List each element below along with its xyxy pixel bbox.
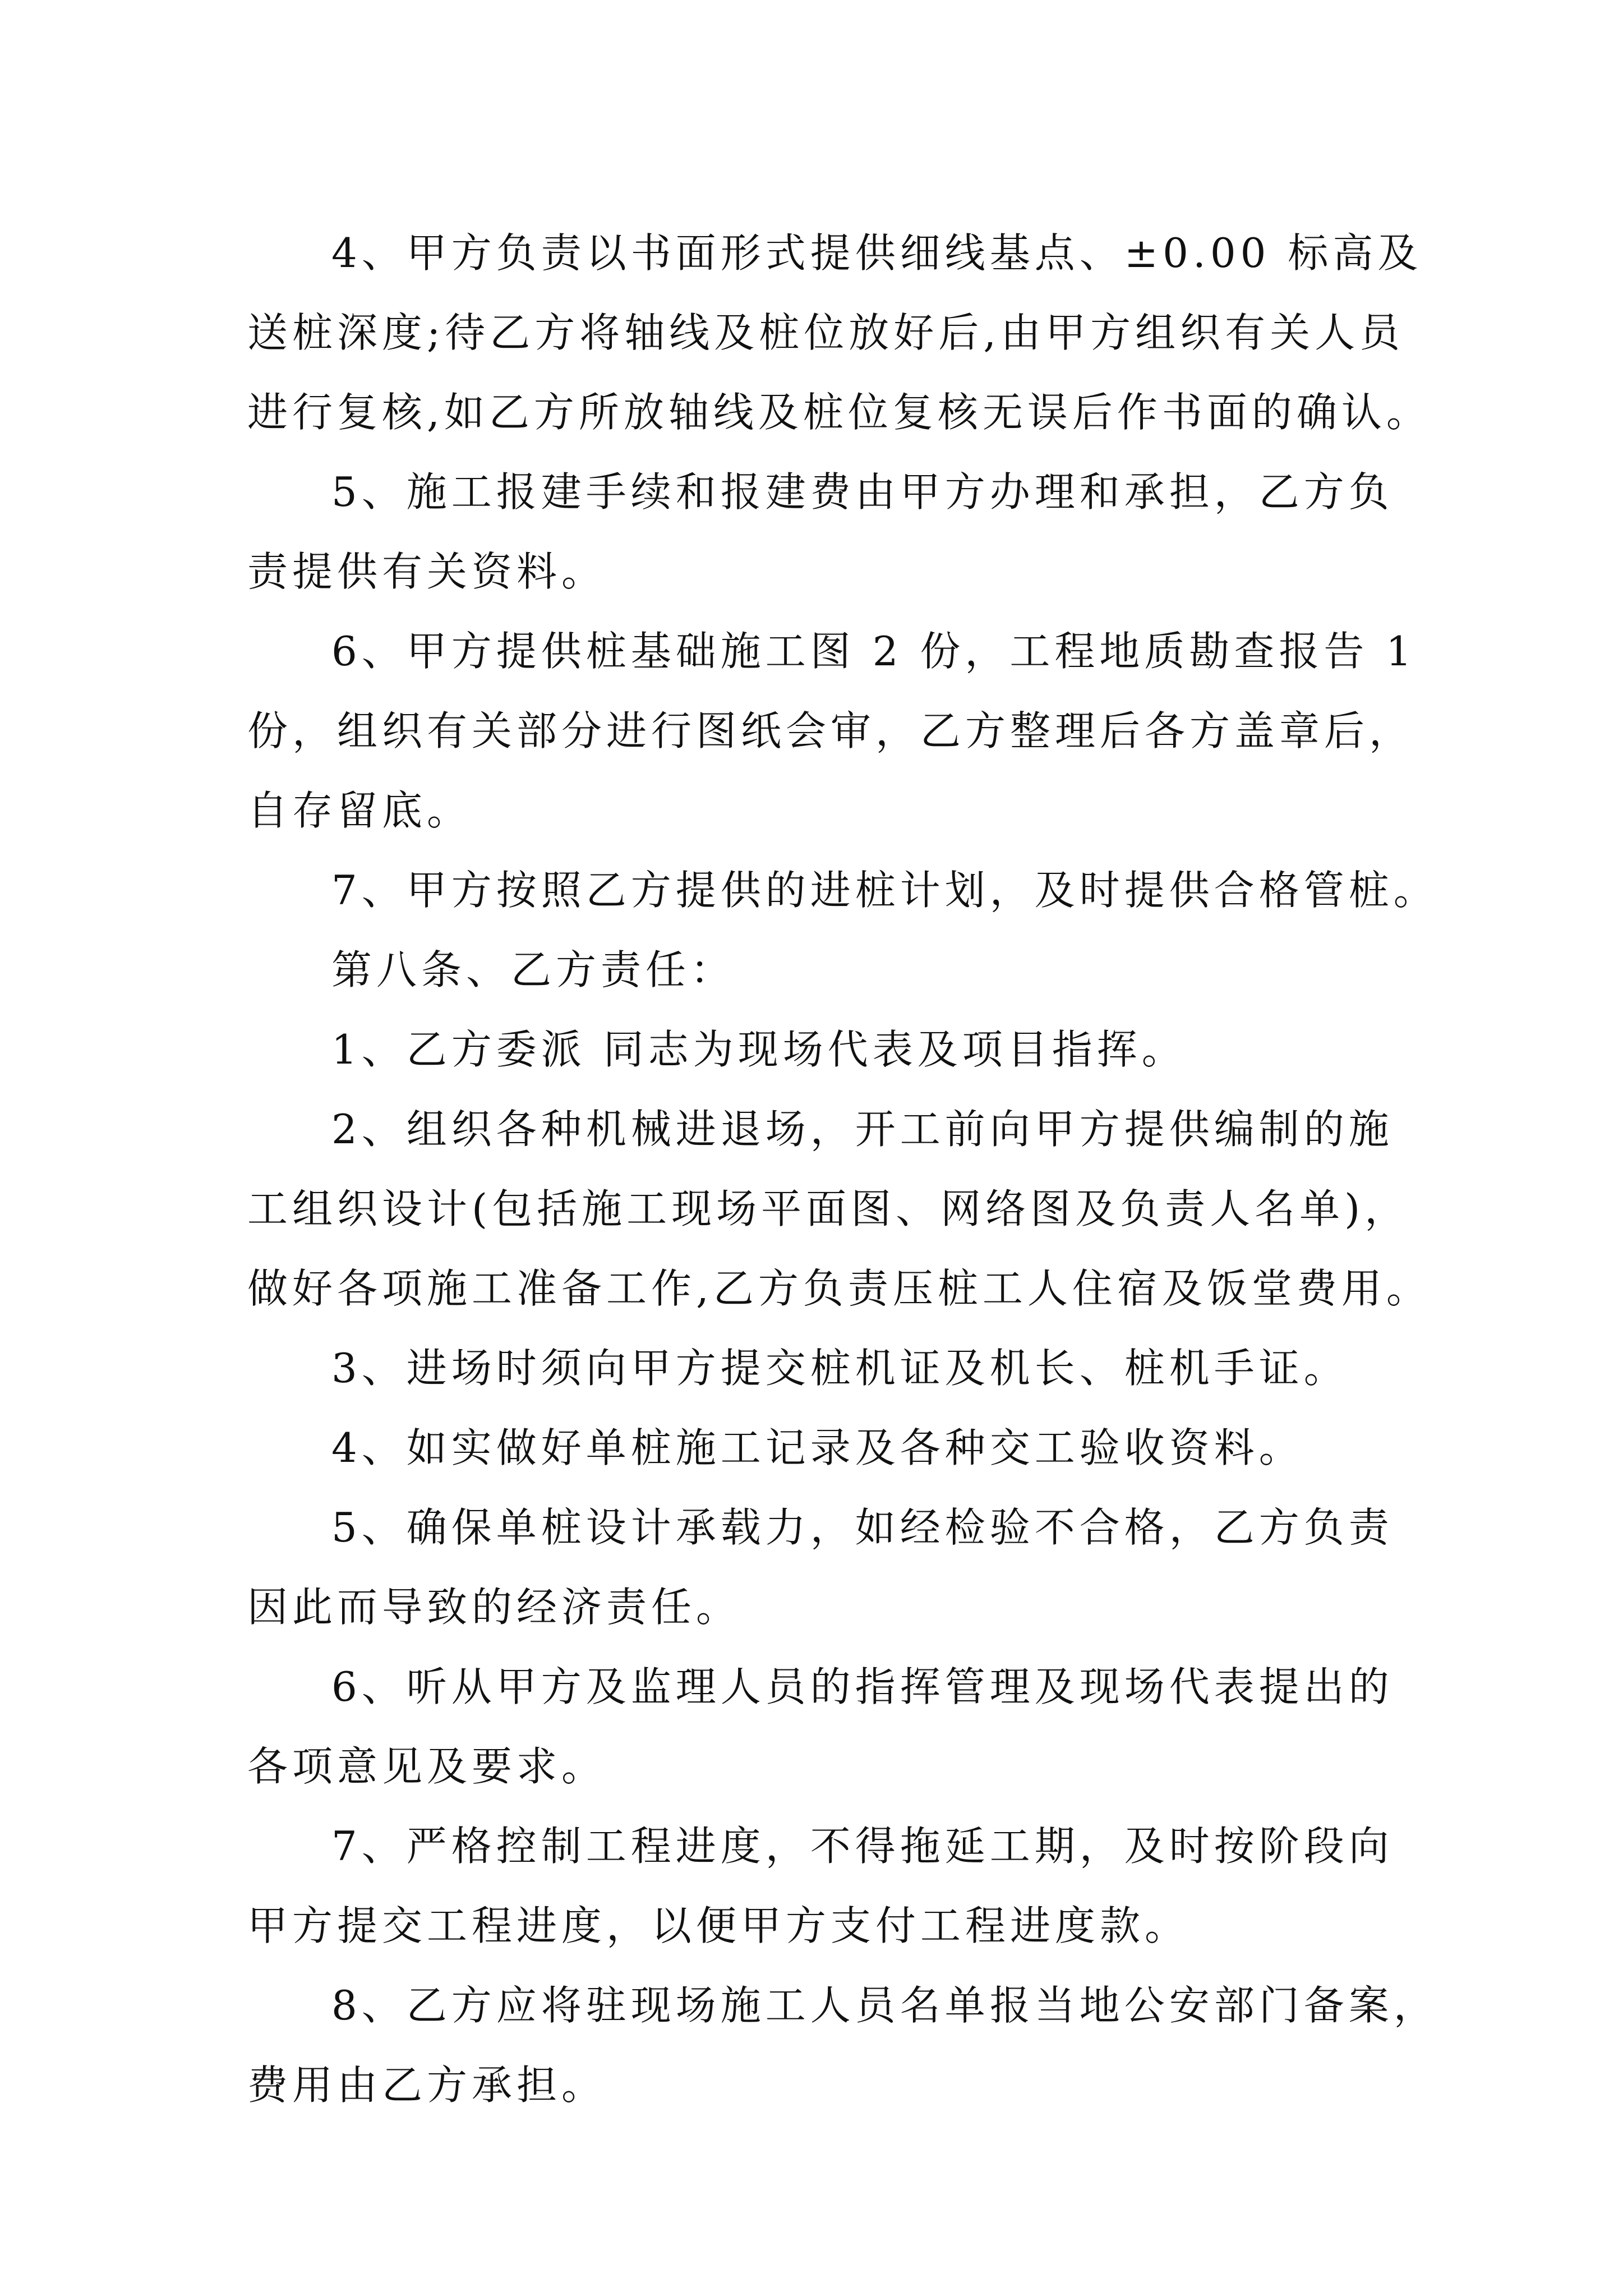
text-line: 8、乙方应将驻现场施工人员名单报当地公安部门备案， <box>331 1982 1438 2029</box>
text-line: 份，组织有关部分进行图纸会审，乙方整理后各方盖章后， <box>247 707 1414 754</box>
text-line: 做好各项施工准备工作,乙方负责压桩工人住宿及饭堂费用。 <box>247 1265 1431 1312</box>
text-line: 7、严格控制工程进度，不得拖延工期，及时按阶段向 <box>331 1823 1394 1870</box>
text-line: 6、甲方提供桩基础施工图 2 份，工程地质勘查报告 1 <box>331 628 1417 675</box>
text-line: 6、听从甲方及监理人员的指挥管理及现场代表提出的 <box>331 1663 1394 1710</box>
text-line: 甲方提交工程进度，以便甲方支付工程进度款。 <box>247 1902 1190 1949</box>
text-line: 各项意见及要求。 <box>247 1743 607 1790</box>
text-line: 1、乙方委派 同志为现场代表及项目指挥。 <box>331 1026 1187 1073</box>
text-line: 自存留底。 <box>247 787 472 834</box>
text-line: 因此而导致的经济责任。 <box>247 1584 741 1631</box>
text-line: 4、如实做好单桩施工记录及各种交工验收资料。 <box>331 1424 1304 1471</box>
text-line: 费用由乙方承担。 <box>247 2062 607 2109</box>
text-line: 2、组织各种机械进退场，开工前向甲方提供编制的施 <box>331 1106 1394 1153</box>
document-body <box>247 213 1438 2125</box>
text-line: 进行复核,如乙方所放轴线及桩位复核无误后作书面的确认。 <box>247 389 1431 436</box>
text-line: 工组织设计(包括施工现场平面图、网络图及负责人名单)， <box>247 1185 1410 1232</box>
section-heading: 第八条、乙方责任： <box>331 946 736 993</box>
text-line: 3、进场时须向甲方提交桩机证及机长、桩机手证。 <box>331 1345 1349 1392</box>
text-line: 7、甲方按照乙方提供的进桩计划，及时提供合格管桩。 <box>331 867 1438 914</box>
text-line: 送桩深度;待乙方将轴线及桩位放好后,由甲方组织有关人员 <box>247 309 1405 356</box>
text-line: 4、甲方负责以书面形式提供细线基点、±0.00 标高及 <box>331 229 1423 277</box>
text-line: 5、施工报建手续和报建费由甲方办理和承担，乙方负 <box>331 468 1394 516</box>
text-line: 责提供有关资料。 <box>247 548 607 595</box>
text-line: 5、确保单桩设计承载力，如经检验不合格，乙方负责 <box>331 1504 1394 1551</box>
